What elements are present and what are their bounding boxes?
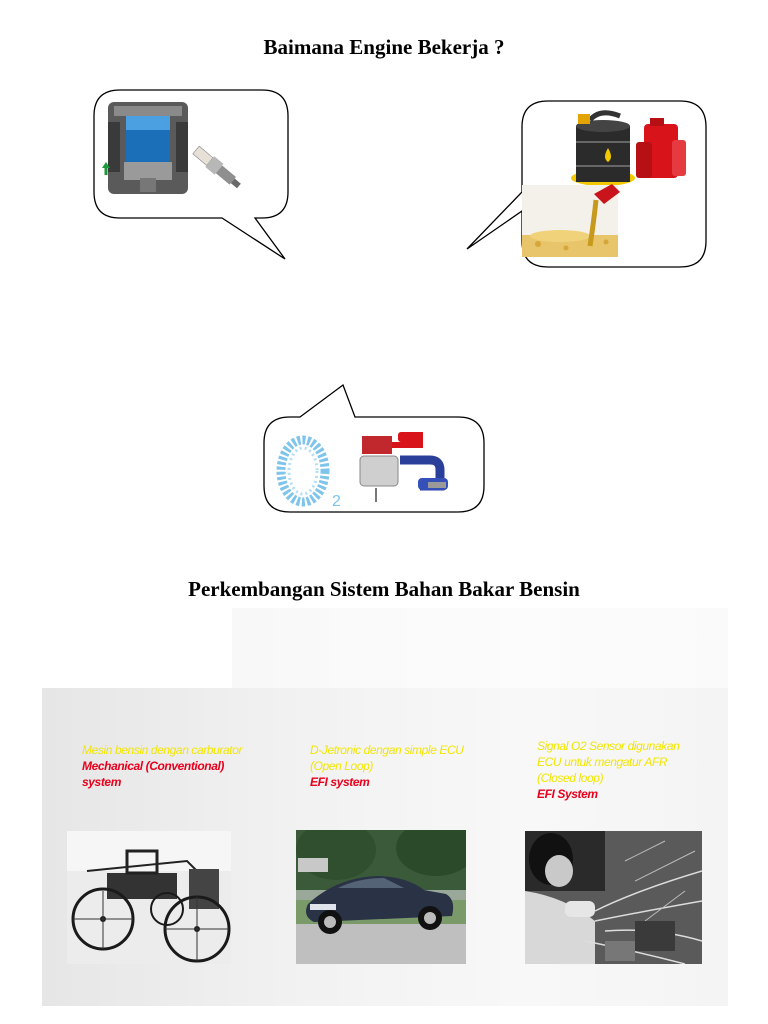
caption-yellow-line: ECU untuk mengatur AFR	[537, 755, 668, 769]
caption-red-line: Mechanical (Conventional)	[82, 759, 225, 773]
caption-yellow-line: (Closed loop)	[537, 771, 604, 785]
panel-highlight-right	[232, 608, 728, 688]
caption-d-jetronic	[310, 742, 464, 790]
caption-red-line: system	[82, 775, 121, 789]
caption-yellow-line: D-Jetronic dengan simple ECU	[310, 743, 464, 757]
engine-cylinder-icon	[102, 102, 188, 194]
caption-yellow-line: (Open Loop)	[310, 759, 373, 773]
oil-barrel-icon	[571, 113, 635, 186]
caption-red-line: EFI System	[537, 787, 598, 801]
caption-yellow-line: Mesin bensin dengan carburator	[82, 743, 243, 757]
caption-carburator	[82, 742, 242, 790]
fuel-nozzle-icon	[522, 184, 620, 257]
section-title: Perkembangan Sistem Bahan Bakar Bensin	[188, 577, 580, 601]
caption-red-line: EFI system	[310, 775, 370, 789]
evolution-panel	[42, 608, 728, 1006]
caption-o2-sensor	[537, 738, 679, 802]
mechanic-photo	[525, 831, 702, 964]
svg-text:2: 2	[332, 493, 341, 510]
page-title: Baimana Engine Bekerja ?	[263, 35, 505, 59]
caption-yellow-line: Signal O2 Sensor digunakan	[537, 739, 680, 753]
panel-highlight-left	[42, 608, 232, 688]
jaguar-car-photo	[296, 830, 466, 964]
antique-car-photo	[67, 831, 231, 964]
